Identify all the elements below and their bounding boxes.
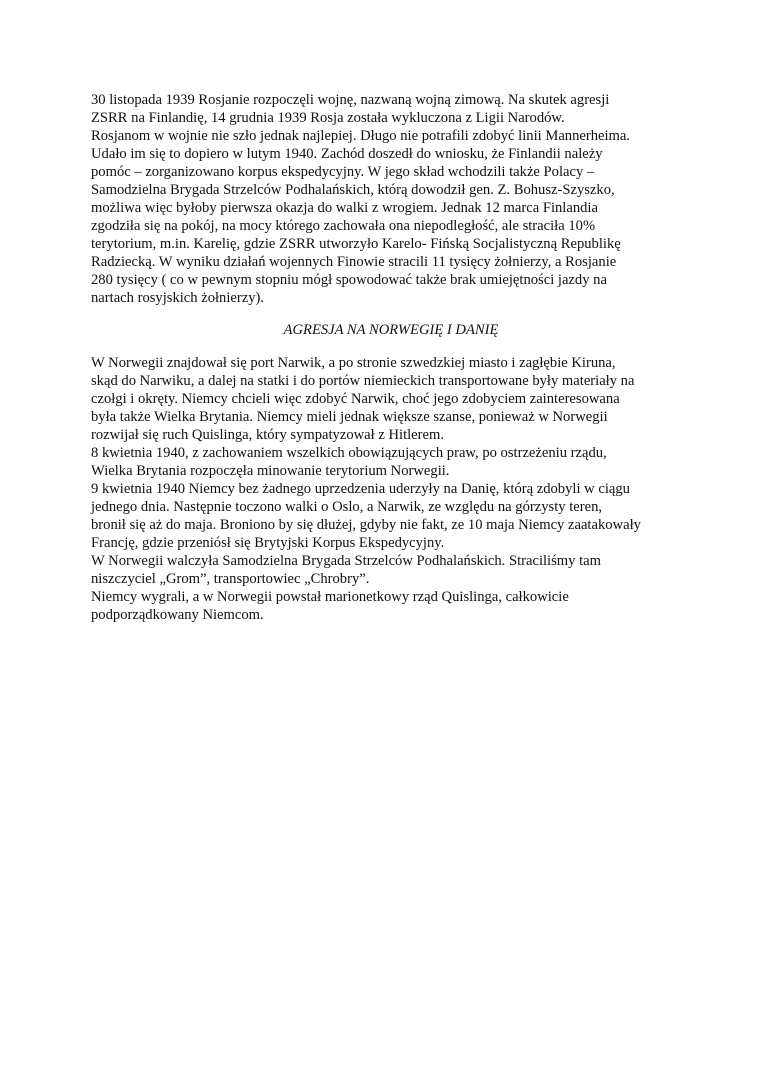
paragraph2-line-2: skąd do Narwiku, a dalej na statki i do portów niemieckich transportowane były materiały na xyxy=(91,373,635,389)
paragraph1-line-1: 30 listopada 1939 Rosjanie rozpoczęli wojnę, nazwaną wojną zimową. Na skutek agresji xyxy=(91,92,610,108)
paragraph1-line-9: terytorium, m.in. Karelię, gdzie ZSRR utworzyło Karelo- Fińską Socjalistyczną Republikę xyxy=(91,236,621,252)
paragraph2-line-14: Niemcy wygrali, a w Norwegii powstał marionetkowy rząd Quislinga, całkowicie xyxy=(91,589,569,605)
paragraph1-line-8: zgodziła się na pokój, na mocy którego zachowała ona niepodległość, ale straciła 10% xyxy=(91,218,596,234)
paragraph2-line-9: jednego dnia. Następnie toczono walki o Oslo, a Narwik, ze względu na górzysty teren, xyxy=(91,499,603,515)
paragraph1-line-3: Rosjanom w wojnie nie szło jednak najlepiej. Długo nie potrafili zdobyć linii Mannerheima. xyxy=(91,128,631,144)
paragraph2-line-1: W Norwegii znajdował się port Narwik, a po stronie szwedzkiej miasto i zagłębie Kiruna, xyxy=(91,355,616,371)
paragraph1-line-6: Samodzielna Brygada Strzelców Podhalańskich, którą dowodził gen. Z. Bohusz-Szyszko, xyxy=(91,182,615,198)
paragraph2-line-4: była także Wielka Brytania. Niemcy mieli jednak większe szanse, ponieważ w Norwegii xyxy=(91,409,608,425)
paragraph1-line-11: 280 tysięcy ( co w pewnym stopniu mógł spowodować także brak umiejętności jazdy na xyxy=(91,272,607,288)
paragraph2-line-5: rozwijał się ruch Quislinga, który sympatyzował z Hitlerem. xyxy=(91,427,444,443)
paragraph2-line-8: 9 kwietnia 1940 Niemcy bez żadnego uprzedzenia uderzyły na Danię, którą zdobyli w ciągu xyxy=(91,481,630,497)
paragraph2-line-15: podporządkowany Niemcom. xyxy=(91,607,264,623)
paragraph1-line-10: Radziecką. W wyniku działań wojennych Finowie stracili 11 tysięcy żołnierzy, a Rosjanie xyxy=(91,254,617,270)
paragraph1-line-12: nartach rosyjskich żołnierzy). xyxy=(91,290,265,306)
paragraph1-line-5: pomóc – zorganizowano korpus ekspedycyjny. W jego skład wchodzili także Polacy – xyxy=(91,164,595,180)
paragraph2-line-11: Francję, gdzie przeniósł się Brytyjski Korpus Ekspedycyjny. xyxy=(91,535,445,551)
paragraph2-line-12: W Norwegii walczyła Samodzielna Brygada Strzelców Podhalańskich. Straciliśmy tam xyxy=(91,553,601,569)
paragraph1-line-2: ZSRR na Finlandię, 14 grudnia 1939 Rosja została wykluczona z Ligii Narodów. xyxy=(91,110,565,126)
section-heading: AGRESJA NA NORWEGIĘ I DANIĘ xyxy=(283,322,499,338)
paragraph2-line-7: Wielka Brytania rozpoczęła minowanie terytorium Norwegii. xyxy=(91,463,450,479)
paragraph1-line-4: Udało im się to dopiero w lutym 1940. Zachód doszedł do wniosku, że Finlandii należy xyxy=(91,146,603,162)
paragraph2-line-6: 8 kwietnia 1940, z zachowaniem wszelkich obowiązujących praw, po ostrzeżeniu rządu, xyxy=(91,445,607,461)
paragraph1-line-7: możliwa więc byłoby pierwsza okazja do walki z wrogiem. Jednak 12 marca Finlandia xyxy=(91,200,598,216)
paragraph2-line-3: czołgi i okręty. Niemcy chcieli więc zdobyć Narwik, choć jego zdobyciem zainteresowana xyxy=(91,391,620,407)
paragraph2-line-10: bronił się aż do maja. Broniono by się dłużej, gdyby nie fakt, ze 10 maja Niemcy zaatakowały xyxy=(91,517,641,533)
paragraph2-line-13: niszczyciel „Grom”, transportowiec „Chrobry”. xyxy=(91,571,370,587)
